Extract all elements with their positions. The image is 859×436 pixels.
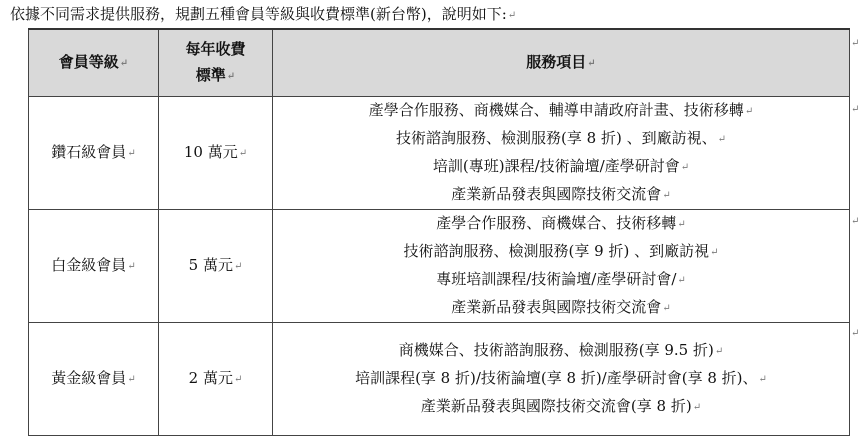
paragraph-mark-icon: ↵ [119,58,129,69]
row-end-mark-icon: ↵ [851,328,859,339]
table-row-platinum [29,210,850,323]
paragraph-mark-icon: ↵ [677,275,686,286]
paragraph-mark-icon: ↵ [127,148,136,159]
paragraph-mark-icon: ↵ [127,374,136,385]
paragraph-mark-icon: ↵ [717,134,726,145]
services-cell [273,210,850,323]
fee-cell: 2 萬元↵ [159,323,273,436]
paragraph-mark-icon: ↵ [692,402,702,413]
paragraph-mark-icon: ↵ [233,374,243,385]
header-fee-line1: 每年收費 [185,40,246,58]
service-line: 產業新品發表與國際技術交流會↵ [451,185,671,203]
paragraph-mark-icon: ↵ [127,261,136,272]
paragraph-mark-icon: ↵ [710,247,719,258]
service-line: 產學合作服務、商機媒合、輔導申請政府計畫、技術移轉↵ [368,101,754,119]
paragraph-mark-icon: ↵ [233,261,243,272]
paragraph-mark-icon: ↵ [238,148,248,159]
row-end-mark-icon: ↵ [851,104,859,115]
table-row-diamond [29,97,850,210]
service-line: 培訓(專班)課程/技術論壇/產學研討會↵ [432,157,690,175]
row-end-mark-icon: ↵ [851,216,859,227]
services-cell [273,97,850,210]
service-line: 技術諮詢服務、檢測服務(享 9 折) 、到廠訪視↵ [403,242,719,260]
paragraph-mark-icon: ↵ [587,58,596,69]
header-services: 服務項目↵ [273,29,850,97]
fee-cell: 10 萬元↵ [159,97,273,210]
service-line: 產學合作服務、商機媒合、技術移轉↵ [436,214,686,232]
level-cell: 鑽石級會員↵ [29,97,159,210]
paragraph-mark-icon: ↵ [758,374,767,385]
paragraph-mark-icon: ↵ [662,303,671,314]
level-cell: 黃金級會員↵ [29,323,159,436]
paragraph-mark-icon: ↵ [662,190,671,201]
paragraph-mark-icon: ↵ [744,106,754,117]
intro-text: 依據不同需求提供服務，規劃五種會員等級與收費標準(新台幣)，說明如下: [10,5,507,23]
service-line: 專班培訓課程/技術論壇/產學研討會/↵ [436,270,686,288]
service-line: 商機媒合、技術諮詢服務、檢測服務(享 9.5 折)↵ [398,341,724,359]
paragraph-mark-icon: ↵ [680,162,690,173]
service-line: 培訓課程(享 8 折)/技術論壇(享 8 折)/產學研討會(享 8 折)、↵ [355,369,767,387]
level-cell: 白金級會員↵ [29,210,159,323]
service-line: 產業新品發表與國際技術交流會(享 8 折)↵ [420,397,702,415]
membership-fee-table [28,28,850,436]
paragraph-mark-icon: ↵ [226,71,236,82]
header-fee-line2: 標準 [195,66,226,84]
header-level: 會員等級↵ [29,29,159,97]
service-line: 產業新品發表與國際技術交流會↵ [451,298,671,316]
paragraph-mark-icon: ↵ [677,219,686,230]
paragraph-mark-icon: ↵ [714,346,724,357]
services-cell [273,323,850,436]
service-line: 技術諮詢服務、檢測服務(享 8 折) 、到廠訪視、↵ [396,129,726,147]
row-end-mark-icon: ↵ [851,38,859,49]
paragraph-mark-icon: ↵ [507,10,517,21]
intro-paragraph [10,2,516,28]
header-fee [159,29,273,97]
table-header-row [29,29,850,97]
table-row-gold [29,323,850,436]
fee-cell: 5 萬元↵ [159,210,273,323]
